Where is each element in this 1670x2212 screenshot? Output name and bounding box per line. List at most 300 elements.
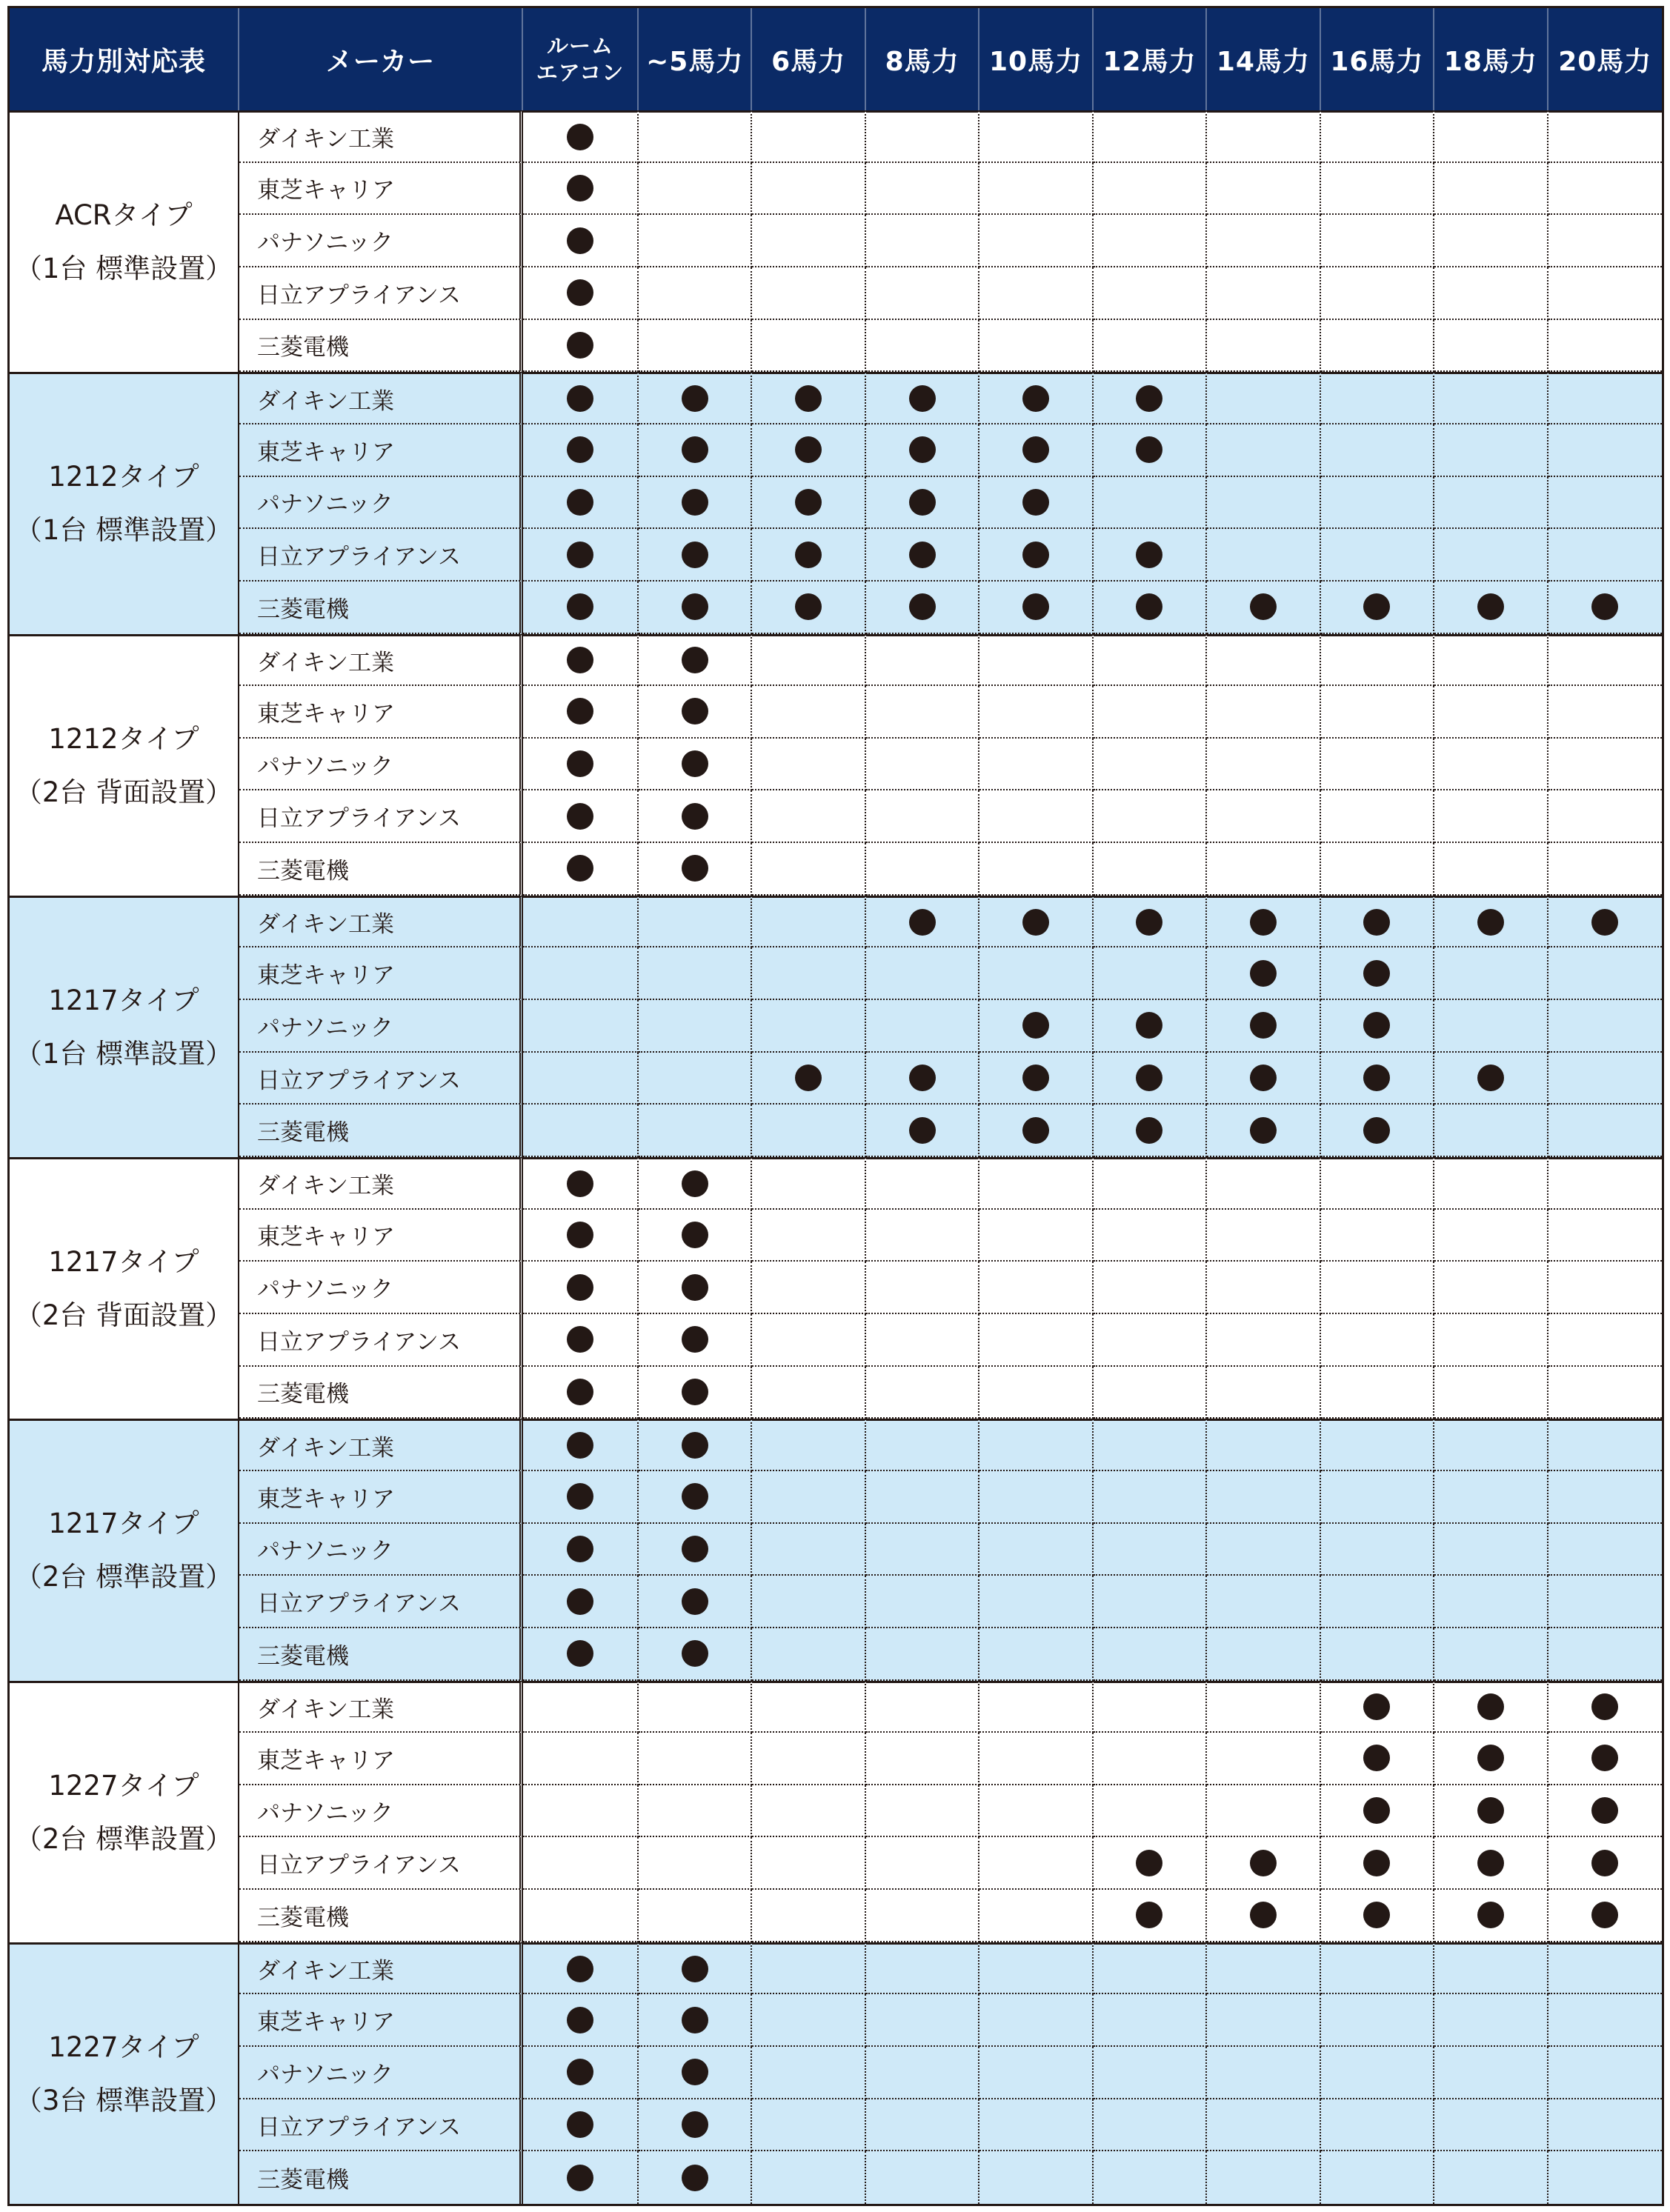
support-cell: [523, 477, 639, 530]
support-cell: [523, 1994, 639, 2047]
type-cell: [10, 1419, 239, 1680]
supported-dot-icon: [795, 593, 822, 620]
support-cell: [523, 1837, 639, 1890]
support-cell: [1434, 1157, 1548, 1210]
support-cell: [979, 215, 1093, 267]
supported-dot-icon: [682, 385, 708, 412]
support-cell: [523, 1105, 639, 1157]
supported-dot-icon: [567, 124, 593, 150]
supported-dot-icon: [1477, 1745, 1504, 1771]
supported-dot-icon: [1363, 1117, 1390, 1144]
support-cell: [1548, 163, 1662, 216]
horsepower-compatibility-table: [7, 6, 1664, 2206]
support-cell: [523, 1471, 639, 1524]
support-cell: [1321, 1053, 1434, 1105]
support-cell: [1434, 634, 1548, 687]
supported-dot-icon: [795, 436, 822, 463]
maker-cell: パナソニック: [239, 215, 523, 267]
support-cell: [1094, 1733, 1207, 1785]
supported-dot-icon: [682, 2165, 708, 2191]
support-cell: [1207, 110, 1320, 163]
support-cell: [1548, 1576, 1662, 1628]
support-cell: [866, 739, 979, 791]
support-cell: [1094, 790, 1207, 843]
support-cell: [866, 1524, 979, 1576]
support-cell: [1548, 1628, 1662, 1681]
header-maker: メーカー: [239, 8, 523, 110]
support-cell: [1207, 634, 1320, 687]
supported-dot-icon: [682, 489, 708, 516]
support-cell: [639, 2047, 752, 2099]
support-cell: [1548, 582, 1662, 634]
maker-cell: 三菱電機: [239, 1628, 523, 1681]
support-cell: [639, 739, 752, 791]
supported-dot-icon: [1363, 1797, 1390, 1824]
support-cell: [639, 1157, 752, 1210]
support-cell: [523, 1942, 639, 1995]
type-name: 1217タイプ: [48, 984, 199, 1016]
maker-cell: パナソニック: [239, 739, 523, 791]
support-cell: [1434, 2151, 1548, 2204]
support-cell: [1434, 1681, 1548, 1733]
supported-dot-icon: [909, 593, 936, 620]
support-cell: [979, 163, 1093, 216]
support-cell: [1094, 2047, 1207, 2099]
supported-dot-icon: [682, 803, 708, 830]
support-cell: [1434, 477, 1548, 530]
maker-cell: 三菱電機: [239, 1367, 523, 1419]
supported-dot-icon: [682, 1956, 708, 1982]
support-cell: [1094, 424, 1207, 477]
maker-cell: 東芝キャリア: [239, 424, 523, 477]
support-cell: [639, 1942, 752, 1995]
support-cell: [639, 896, 752, 948]
support-cell: [1094, 739, 1207, 791]
maker-cell: ダイキン工業: [239, 372, 523, 424]
supported-dot-icon: [1363, 1012, 1390, 1039]
maker-cell: 日立アプライアンス: [239, 529, 523, 582]
supported-dot-icon: [1136, 1902, 1162, 1928]
support-cell: [1434, 739, 1548, 791]
support-cell: [752, 1524, 865, 1576]
type-name: 1212タイプ: [48, 722, 199, 755]
support-cell: [1207, 267, 1320, 320]
support-cell: [1321, 320, 1434, 373]
support-cell: [639, 1733, 752, 1785]
support-cell: [1094, 1314, 1207, 1367]
supported-dot-icon: [567, 489, 593, 516]
support-cell: [866, 1210, 979, 1262]
supported-dot-icon: [1363, 593, 1390, 620]
support-cell: [1207, 1471, 1320, 1524]
support-cell: [866, 1000, 979, 1053]
supported-dot-icon: [567, 2007, 593, 2033]
support-cell: [1434, 582, 1548, 634]
maker-cell: 東芝キャリア: [239, 947, 523, 1000]
support-cell: [1548, 1890, 1662, 1942]
support-cell: [1094, 1419, 1207, 1471]
support-cell: [752, 163, 865, 216]
support-cell: [1321, 2047, 1434, 2099]
support-cell: [1207, 1942, 1320, 1995]
support-cell: [752, 1210, 865, 1262]
support-cell: [866, 896, 979, 948]
support-cell: [1321, 267, 1434, 320]
support-cell: [1434, 267, 1548, 320]
support-cell: [752, 1314, 865, 1367]
supported-dot-icon: [1250, 1902, 1277, 1928]
support-cell: [523, 1576, 639, 1628]
supported-dot-icon: [682, 1379, 708, 1405]
header-hp-6: 6馬力: [752, 8, 865, 110]
support-cell: [1321, 1419, 1434, 1471]
support-cell: [1434, 110, 1548, 163]
support-cell: [752, 1157, 865, 1210]
support-cell: [1321, 424, 1434, 477]
supported-dot-icon: [567, 1379, 593, 1405]
support-cell: [752, 529, 865, 582]
support-cell: [523, 1262, 639, 1314]
support-cell: [1207, 1157, 1320, 1210]
support-cell: [979, 1837, 1093, 1890]
support-cell: [1548, 1419, 1662, 1471]
support-cell: [1548, 2099, 1662, 2152]
support-cell: [1321, 1210, 1434, 1262]
supported-dot-icon: [567, 227, 593, 254]
supported-dot-icon: [1022, 1012, 1049, 1039]
supported-dot-icon: [1250, 960, 1277, 987]
support-cell: [866, 372, 979, 424]
support-cell: [1207, 529, 1320, 582]
maker-cell: 日立アプライアンス: [239, 267, 523, 320]
support-cell: [639, 1314, 752, 1367]
support-cell: [1321, 1681, 1434, 1733]
support-cell: [1548, 267, 1662, 320]
support-cell: [1548, 1681, 1662, 1733]
supported-dot-icon: [1477, 1797, 1504, 1824]
support-cell: [1434, 1576, 1548, 1628]
supported-dot-icon: [682, 1326, 708, 1353]
supported-dot-icon: [795, 1065, 822, 1091]
maker-cell: 三菱電機: [239, 1105, 523, 1157]
support-cell: [1094, 582, 1207, 634]
supported-dot-icon: [1250, 1117, 1277, 1144]
support-cell: [1321, 2151, 1434, 2204]
support-cell: [1434, 372, 1548, 424]
header-hp-20: 20馬力: [1548, 8, 1662, 110]
support-cell: [866, 215, 979, 267]
supported-dot-icon: [682, 1432, 708, 1459]
support-cell: [523, 1628, 639, 1681]
support-cell: [639, 2099, 752, 2152]
supported-dot-icon: [909, 909, 936, 936]
support-cell: [1321, 1000, 1434, 1053]
support-cell: [1207, 1576, 1320, 1628]
supported-dot-icon: [567, 1326, 593, 1353]
support-cell: [752, 1942, 865, 1995]
support-cell: [1207, 2099, 1320, 2152]
support-cell: [1321, 477, 1434, 530]
support-cell: [866, 2151, 979, 2204]
support-cell: [866, 1994, 979, 2047]
support-cell: [979, 529, 1093, 582]
support-cell: [1434, 1314, 1548, 1367]
support-cell: [1321, 896, 1434, 948]
header-hp-5: ~5馬力: [639, 8, 752, 110]
support-cell: [1207, 1105, 1320, 1157]
support-cell: [979, 2151, 1093, 2204]
type-name: 1217タイプ: [48, 1508, 199, 1540]
supported-dot-icon: [567, 698, 593, 724]
support-cell: [1548, 896, 1662, 948]
support-cell: [1207, 372, 1320, 424]
supported-dot-icon: [567, 2111, 593, 2138]
support-cell: [1207, 947, 1320, 1000]
supported-dot-icon: [682, 1588, 708, 1615]
supported-dot-icon: [1022, 385, 1049, 412]
type-name: ACRタイプ: [55, 199, 193, 232]
support-cell: [1548, 1367, 1662, 1419]
support-cell: [1434, 1053, 1548, 1105]
support-cell: [979, 320, 1093, 373]
support-cell: [1207, 790, 1320, 843]
supported-dot-icon: [1022, 542, 1049, 568]
supported-dot-icon: [567, 1483, 593, 1510]
support-cell: [639, 1262, 752, 1314]
supported-dot-icon: [567, 593, 593, 620]
support-cell: [1321, 1733, 1434, 1785]
support-cell: [1548, 1105, 1662, 1157]
header-hp-16: 16馬力: [1321, 8, 1434, 110]
support-cell: [1094, 1000, 1207, 1053]
support-cell: [1321, 1994, 1434, 2047]
supported-dot-icon: [567, 1222, 593, 1248]
supported-dot-icon: [1591, 1850, 1618, 1876]
support-cell: [1321, 686, 1434, 739]
support-cell: [1321, 1942, 1434, 1995]
support-cell: [979, 424, 1093, 477]
support-cell: [639, 267, 752, 320]
support-cell: [1321, 215, 1434, 267]
header-type: 馬力別対応表: [10, 8, 239, 110]
maker-cell: ダイキン工業: [239, 110, 523, 163]
support-cell: [1548, 2047, 1662, 2099]
support-cell: [1548, 1837, 1662, 1890]
supported-dot-icon: [1363, 1850, 1390, 1876]
support-cell: [866, 2099, 979, 2152]
supported-dot-icon: [567, 1432, 593, 1459]
support-cell: [1548, 1994, 1662, 2047]
supported-dot-icon: [1136, 436, 1162, 463]
maker-cell: 東芝キャリア: [239, 1733, 523, 1785]
supported-dot-icon: [682, 1483, 708, 1510]
support-cell: [639, 424, 752, 477]
support-cell: [1321, 1105, 1434, 1157]
supported-dot-icon: [682, 750, 708, 777]
support-cell: [639, 1681, 752, 1733]
support-cell: [523, 739, 639, 791]
support-cell: [639, 529, 752, 582]
support-cell: [752, 1262, 865, 1314]
support-cell: [866, 2047, 979, 2099]
support-cell: [523, 1210, 639, 1262]
support-cell: [1094, 2099, 1207, 2152]
support-cell: [866, 110, 979, 163]
support-cell: [752, 739, 865, 791]
support-cell: [752, 1994, 865, 2047]
maker-cell: 日立アプライアンス: [239, 1053, 523, 1105]
support-cell: [979, 1681, 1093, 1733]
support-cell: [523, 320, 639, 373]
supported-dot-icon: [682, 698, 708, 724]
support-cell: [1094, 1681, 1207, 1733]
support-cell: [1548, 1471, 1662, 1524]
support-cell: [1548, 110, 1662, 163]
support-cell: [1094, 686, 1207, 739]
support-cell: [979, 2099, 1093, 2152]
supported-dot-icon: [682, 2007, 708, 2033]
support-cell: [752, 790, 865, 843]
support-cell: [866, 1628, 979, 1681]
support-cell: [1434, 1785, 1548, 1838]
support-cell: [523, 267, 639, 320]
maker-cell: 日立アプライアンス: [239, 1314, 523, 1367]
support-cell: [1321, 372, 1434, 424]
support-cell: [1321, 1262, 1434, 1314]
supported-dot-icon: [682, 2111, 708, 2138]
support-cell: [1321, 634, 1434, 687]
support-cell: [1207, 2047, 1320, 2099]
support-cell: [1094, 110, 1207, 163]
support-cell: [979, 1628, 1093, 1681]
supported-dot-icon: [567, 647, 593, 673]
support-cell: [752, 215, 865, 267]
support-cell: [1207, 215, 1320, 267]
support-cell: [866, 582, 979, 634]
support-cell: [979, 1576, 1093, 1628]
support-cell: [979, 843, 1093, 896]
support-cell: [1548, 424, 1662, 477]
support-cell: [1434, 2099, 1548, 2152]
maker-cell: 三菱電機: [239, 320, 523, 373]
supported-dot-icon: [1022, 909, 1049, 936]
support-cell: [523, 2099, 639, 2152]
header-hp-12: 12馬力: [1094, 8, 1207, 110]
support-cell: [1434, 1367, 1548, 1419]
support-cell: [866, 843, 979, 896]
supported-dot-icon: [567, 1274, 593, 1301]
support-cell: [1548, 1210, 1662, 1262]
support-cell: [752, 2151, 865, 2204]
supported-dot-icon: [682, 542, 708, 568]
maker-cell: パナソニック: [239, 1524, 523, 1576]
support-cell: [752, 896, 865, 948]
supported-dot-icon: [1136, 1065, 1162, 1091]
support-cell: [752, 2047, 865, 2099]
support-cell: [1207, 896, 1320, 948]
support-cell: [1434, 1942, 1548, 1995]
supported-dot-icon: [795, 489, 822, 516]
support-cell: [523, 424, 639, 477]
support-cell: [1207, 843, 1320, 896]
support-cell: [979, 1367, 1093, 1419]
supported-dot-icon: [682, 855, 708, 882]
support-cell: [866, 1733, 979, 1785]
type-setup: （2台 標準設置）: [14, 1822, 233, 1855]
support-cell: [639, 1367, 752, 1419]
maker-cell: ダイキン工業: [239, 634, 523, 687]
support-cell: [639, 947, 752, 1000]
support-cell: [1434, 896, 1548, 948]
supported-dot-icon: [567, 750, 593, 777]
support-cell: [639, 686, 752, 739]
support-cell: [979, 2047, 1093, 2099]
support-cell: [1434, 1210, 1548, 1262]
support-cell: [1207, 1053, 1320, 1105]
support-cell: [1548, 215, 1662, 267]
supported-dot-icon: [909, 1117, 936, 1144]
support-cell: [1321, 947, 1434, 1000]
maker-cell: 東芝キャリア: [239, 1210, 523, 1262]
type-setup: （1台 標準設置）: [14, 514, 233, 547]
support-cell: [639, 215, 752, 267]
support-cell: [1321, 1890, 1434, 1942]
maker-cell: 東芝キャリア: [239, 1994, 523, 2047]
support-cell: [639, 1576, 752, 1628]
support-cell: [979, 1053, 1093, 1105]
support-cell: [1094, 1157, 1207, 1210]
support-cell: [752, 1053, 865, 1105]
support-cell: [1548, 1053, 1662, 1105]
supported-dot-icon: [1477, 1850, 1504, 1876]
support-cell: [866, 1314, 979, 1367]
support-cell: [1321, 110, 1434, 163]
support-cell: [1094, 1890, 1207, 1942]
support-cell: [1548, 739, 1662, 791]
supported-dot-icon: [1136, 1117, 1162, 1144]
type-setup: （2台 背面設置）: [14, 776, 233, 808]
support-cell: [866, 947, 979, 1000]
supported-dot-icon: [1136, 909, 1162, 936]
support-cell: [866, 267, 979, 320]
support-cell: [979, 1733, 1093, 1785]
maker-cell: ダイキン工業: [239, 1942, 523, 1995]
support-cell: [866, 1157, 979, 1210]
supported-dot-icon: [1363, 1745, 1390, 1771]
supported-dot-icon: [682, 1536, 708, 1562]
maker-cell: パナソニック: [239, 1000, 523, 1053]
support-cell: [523, 947, 639, 1000]
supported-dot-icon: [1136, 593, 1162, 620]
support-cell: [1094, 2151, 1207, 2204]
support-cell: [979, 1000, 1093, 1053]
support-cell: [639, 372, 752, 424]
support-cell: [523, 1157, 639, 1210]
supported-dot-icon: [1477, 1902, 1504, 1928]
support-cell: [1094, 1262, 1207, 1314]
support-cell: [866, 1785, 979, 1838]
support-cell: [639, 1053, 752, 1105]
supported-dot-icon: [682, 2059, 708, 2085]
support-cell: [1434, 1419, 1548, 1471]
support-cell: [523, 2151, 639, 2204]
support-cell: [1094, 477, 1207, 530]
support-cell: [1207, 477, 1320, 530]
support-cell: [1548, 477, 1662, 530]
support-cell: [1094, 1053, 1207, 1105]
support-cell: [1434, 1890, 1548, 1942]
supported-dot-icon: [1250, 1012, 1277, 1039]
